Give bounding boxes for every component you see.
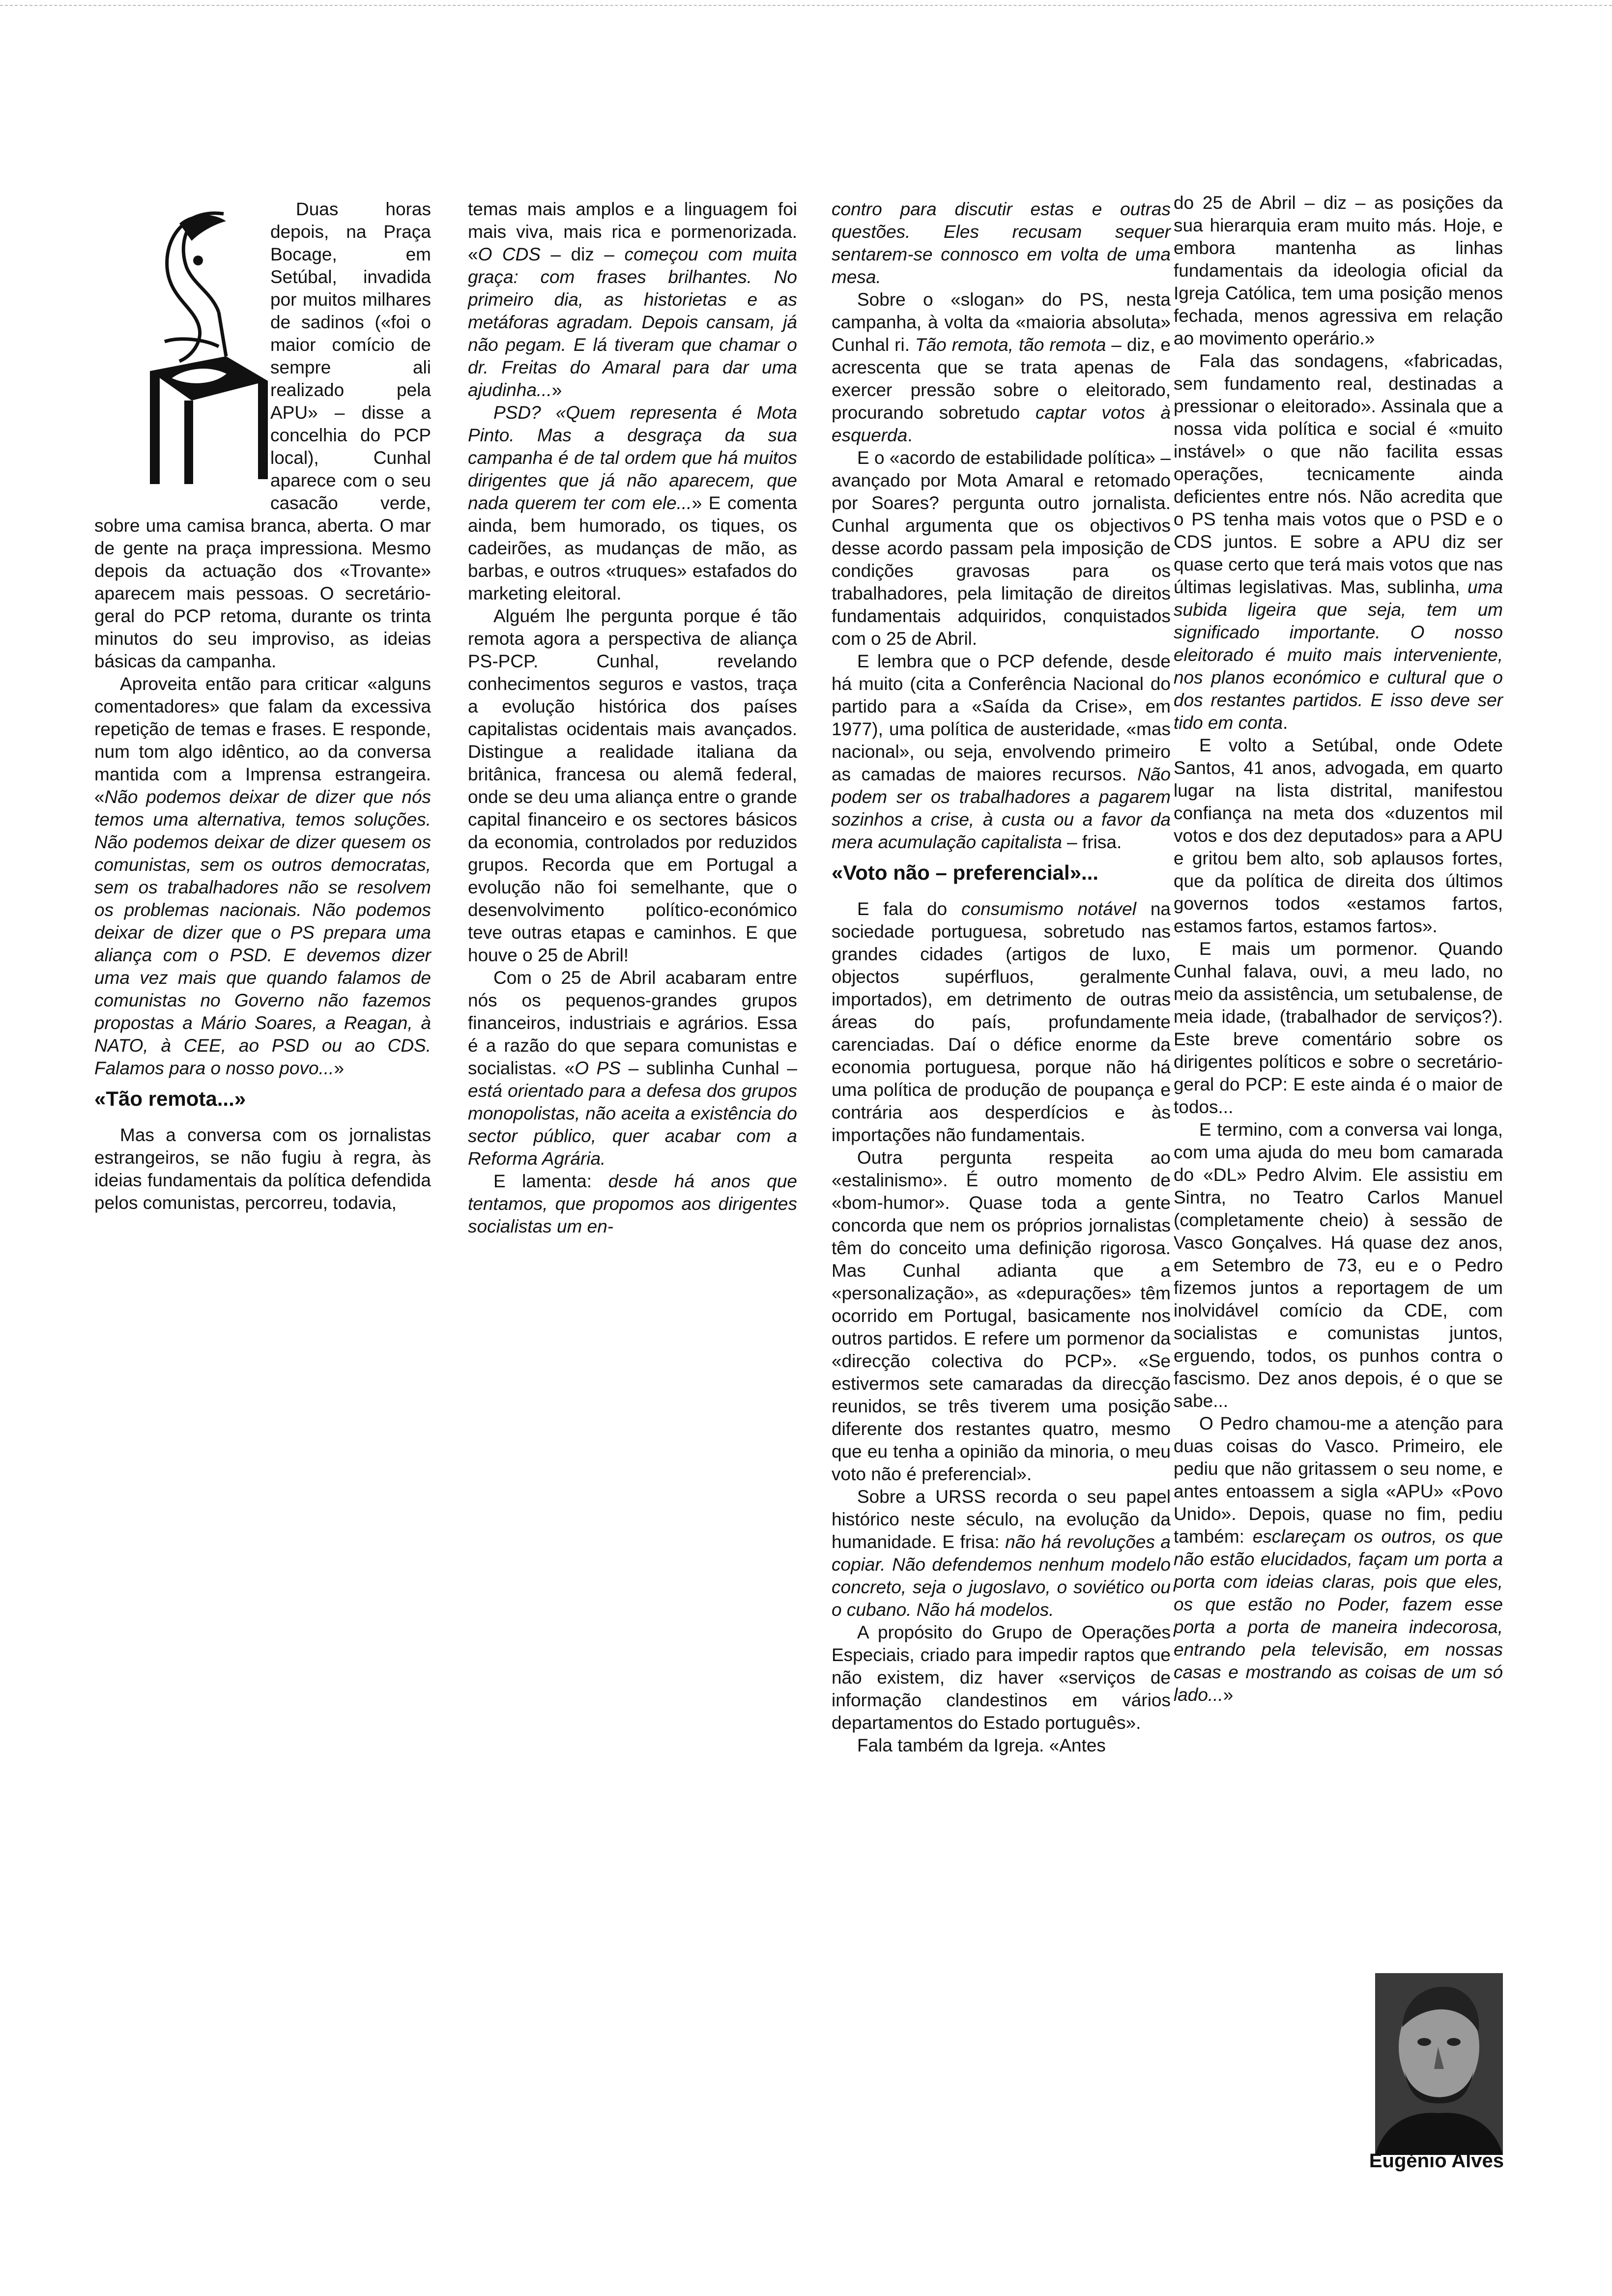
- paragraph: Aproveita então para criticar «alguns comentadores» que falam da excessiva repetição de temas e frases. E responde, num tom algo idêntico, ao da conversa mantida com a Imprensa estrangeira. «Não podemos deixar de dizer que nós temos uma alternativa, temos soluções. Não podemos deixar de dizer quesem os comunistas, sem os outros democratas, sem os trabalhadores não se resolvem os problemas nacionais. Não podemos deixar de dizer que o PS prepara uma aliança com o PSD. E devemos dizer uma vez mais que quando falamos de comunistas no Governo não fazemos propostas a Mário Soares, a Reagan, à NATO, à CEE, ao PSD ou ao CDS. Falamos para o nosso povo...»: [94, 674, 431, 1078]
- paragraph: do 25 de Abril – diz – as posições da sua hierarquia eram muito más. Hoje, e embora mantenha as linhas fundamentais da ideologia oficial da Igreja Católica, tem uma posição menos fechada, menos agressiva em relação ao movimento operário.»: [1174, 193, 1503, 348]
- column-2: [468, 198, 797, 1238]
- paragraph: Fala das sondagens, «fabricadas, sem fundamento real, destinadas a pressionar o eleitorado». Assinala que a nossa vida política e social é «muito instável» o que não facilita essas operações, tecnicamente ainda deficientes entre nós. Não acredita que o PS tenha mais votos que o PSD e o CDS juntos. E sobre a APU diz ser quase certo que terá mais votos que nas últimas legislativas. Mas, sublinha, uma subida ligeira que seja, tem um significado importante. O nosso eleitorado é muito mais interveniente, nos planos económico e cultural que o dos restantes partidos. E isso deve ser tido em conta.: [1174, 351, 1503, 733]
- paragraph: E lamenta: desde há anos que tentamos, que propomos aos dirigentes socialistas um en-: [468, 1171, 797, 1236]
- top-rule: [0, 5, 1612, 6]
- subheading-voto-nao-preferencial: «Voto não – preferencial»...: [832, 861, 1099, 884]
- paragraph: E lembra que o PCP defende, desde há muito (cita a Conferência Nacional do partido para a «Saída da Crise», em 1977), uma política de austeridade, «mas nacional», ou seja, envolvendo primeiro as camadas de maiores recursos. Não podem ser os trabalhadores a pagarem sozinhos a crise, à custa ou a favor da mera acumulação capitalista – frisa.: [832, 651, 1171, 852]
- paragraph: Mas a conversa com os jornalistas estrangeiros, se não fugiu à regra, às ideias fundamentais da política defendida pelos comunistas, percorreu, todavia,: [94, 1125, 431, 1213]
- paragraph: PSD? «Quem representa é Mota Pinto. Mas a desgraça da sua campanha é de tal ordem que há muitos dirigentes que já não aparecem, que nada querem ter com ele...» E comenta ainda, bem humorado, os tiques, os cadeirões, as mudanças de mão, as barbas, e outros «truques» estafados do marketing eleitoral.: [468, 402, 797, 603]
- column-4: [1174, 192, 1503, 1706]
- column-3: [832, 198, 1171, 1757]
- paragraph: A propósito do Grupo de Operações Especiais, criado para impedir raptos que não existem, diz haver «serviços de informação clandestinos em vários departamentos do Estado português».: [832, 1622, 1171, 1733]
- author-photo: [1375, 1973, 1503, 2155]
- column-1: [94, 198, 431, 1214]
- paragraph: Sobre a URSS recorda o seu papel histórico neste século, na evolução da humanidade. E frisa: não há revoluções a copiar. Não defendemos nenhum modelo concreto, seja o jugoslavo, o soviético ou o cubano. Não há modelos.: [832, 1487, 1171, 1620]
- paragraph: O Pedro chamou-me a atenção para duas coisas do Vasco. Primeiro, ele pediu que não gritassem o seu nome, e antes entoassem a sigla «APU» «Povo Unido». Depois, quase no fim, pediu também: esclareçam os outros, os que não estão elucidados, façam um porta a porta com ideias claras, pois que eles, os que estão no Poder, fazem esse porta a porta de maneira indecorosa, entrando pela televisão, em nossas casas e mostrando as coisas de um só lado...»: [1174, 1413, 1503, 1705]
- illustration-space: [94, 198, 270, 493]
- paragraph: E fala do consumismo notável na sociedade portuguesa, sobretudo nas grandes cidades (artigos de luxo, objectos supérfluos, geralmente importados), em detrimento de outras áreas do país, profundamente carenciadas. Daí o défice enorme da economia portuguesa, porque não há uma política de produção de poupança e contrária aos desperdícios e às importações não fundamentais.: [832, 899, 1171, 1145]
- paragraph: Com o 25 de Abril acabaram entre nós os pequenos-grandes grupos financeiros, industriais e agrários. Essa é a razão do que separa comunistas e socialistas. «O PS – sublinha Cunhal – está orientado para a defesa dos grupos monopolistas, não aceita a existência do sector público, quer acabar com a Reforma Agrária.: [468, 968, 798, 1169]
- paragraph: contro para discutir estas e outras questões. Eles recusam sequer sentarem-se connosco em volta de uma mesa.: [832, 199, 1171, 287]
- paragraph: E o «acordo de estabilidade política» – avançado por Mota Amaral e retomado por Soares? pergunta outro jornalista. Cunhal argumenta que os objectivos desse acordo passam pela imposição de condições gravosas para os trabalhadores, pela limitação de direitos fundamentais adquiridos, conquistados com o 25 de Abril.: [832, 448, 1171, 649]
- paragraph: E mais um pormenor. Quando Cunhal falava, ouvi, a meu lado, no meio da assistência, um setubalense, de meia idade, (trabalhador de serviços?). Este breve comentário sobre os dirigentes políticos e sobre o secretário-geral do PCP: E este ainda é o maior de todos...: [1174, 939, 1503, 1117]
- paragraph: E volto a Setúbal, onde Odete Santos, 41 anos, advogada, em quarto lugar na lista distrital, manifestou confiança na meta dos «duzentos mil votos e dos dez deputados» para a APU e gritou bem alto, sob aplausos fortes, que da política de direita dos últimos governos todos «estamos fartos, estamos fartos, estamos fartos».: [1174, 735, 1503, 936]
- paragraph: temas mais amplos e a linguagem foi mais viva, mais rica e pormenorizada. «O CDS – diz – começou com muita graça: com frases brilhantes. No primeiro dia, as historietas e as metáforas agradam. Depois cansam, já não pegam. E lá tiveram que chamar o dr. Freitas do Amaral para dar uma ajudinha...»: [468, 199, 797, 400]
- subheading-tao-remota: «Tão remota...»: [94, 1087, 246, 1110]
- paragraph: Sobre o «slogan» do PS, nesta campanha, à volta da «maioria absoluta» Cunhal ri. Tão remota, tão remota – diz, e acrescenta que se trata apenas de exercer pressão sobre o eleitorado, procurando sobretudo captar votos à esquerda.: [832, 289, 1171, 445]
- paragraph: Fala também da Igreja. «Antes: [857, 1735, 1106, 1755]
- author-byline: Eugénio Alves: [1369, 2150, 1504, 2172]
- paragraph: Outra pergunta respeita ao «estalinismo». É outro momento de «bom-humor». Quase toda a gente concorda que nem os próprios jornalistas têm do conceito uma definição rigorosa. Mas Cunhal adianta que a «personalização», as «depurações» têm ocorrido em Portugal, basicamente nos outros partidos. E refere um pormenor da «direcção colectiva do PCP». «Se estivermos sete camaradas da direcção reunidos, se três tiverem uma posição diferente dos restantes quatro, mesmo que eu tenha a opinião da minoria, o meu voto não é preferencial».: [832, 1148, 1171, 1484]
- paragraph: E termino, com a conversa vai longa, com uma ajuda do meu bom camarada do «DL» Pedro Alvim. Ele assistiu em Sintra, no Teatro Carlos Manuel (completamente cheio) à sessão de Vasco Gonçalves. Há quase dez anos, em Setembro de 73, eu e o Pedro fizemos juntos a reportagem de um inolvidável comício da CDE, com socialistas e comunistas juntos, erguendo, todos, os punhos contra o fascismo. Dez anos depois, é o que se sabe...: [1174, 1119, 1503, 1411]
- paragraph: Duas horas depois, na Praça Bocage, em Setúbal, invadida por muitos milhares de sadinos («foi o maior comício de sempre ali realizado pela APU» – disse a concelhia do PCP local), Cunhal aparece com o seu casacão verde, sobre uma camisa branca, aberta. O mar de gente na praça impressiona. Mesmo depois da actuação dos «Trovante» aparecem mais pessoas. O secretário-geral do PCP retoma, durante os trinta minutos do seu improviso, as ideias básicas da campanha.: [94, 199, 431, 671]
- paragraph: Alguém lhe pergunta porque é tão remota agora a perspectiva de aliança PS-PCP. Cunhal, revelando conhecimentos seguros e vastos, traça a evolução histórica dos países capitalistas ocidentais mais avançados. Distingue a realidade italiana da britânica, francesa ou alemã federal, onde se deu uma aliança entre o grande capital financeiro e os sectores básicos da economia, controlados por reduzidos grupos. Recorda que em Portugal a evolução não foi semelhante, que o desenvolvimento político-económico teve outras etapas e caminhos. E que houve o 25 de Abril!: [468, 606, 797, 965]
